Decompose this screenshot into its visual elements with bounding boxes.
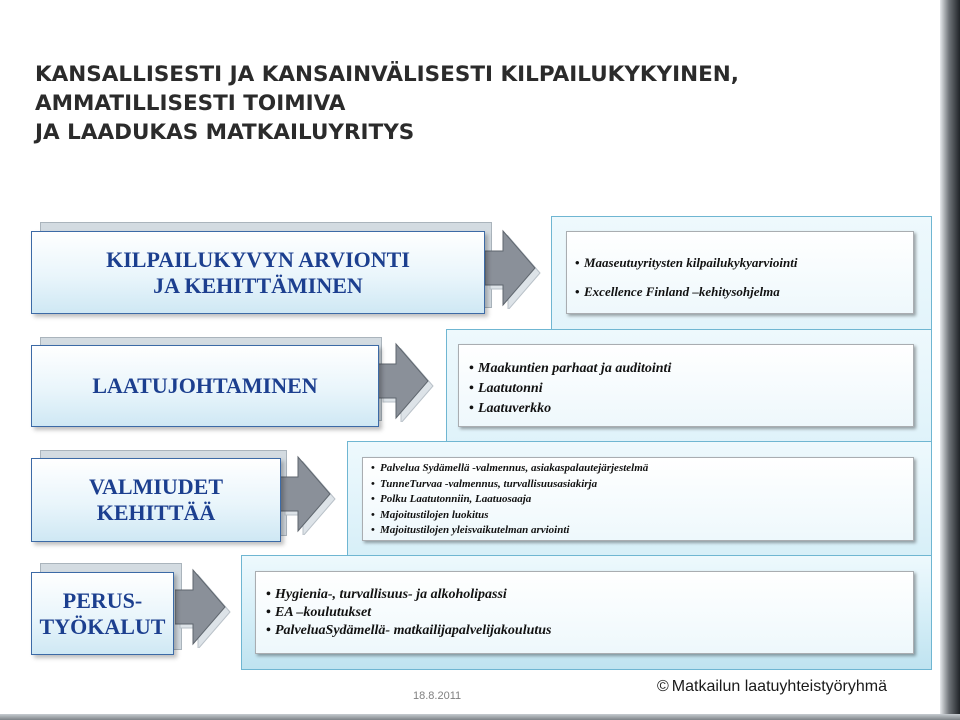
arrow-right-icon: [485, 229, 545, 309]
title-line-2: AMMATILLISESTI TOIMIVA: [35, 91, 346, 116]
list-item: • Laatutonni: [469, 379, 913, 399]
arrow-right-icon: [378, 342, 438, 422]
slide-right-edge: [940, 0, 960, 720]
list-item: • Maakuntien parhaat ja auditointi: [469, 359, 913, 379]
step-2-content: [458, 344, 914, 427]
list-item: • Maaseutuyritysten kilpailukykyarviointi: [575, 248, 913, 277]
list-item: • Majoitustilojen luokitus: [371, 508, 913, 524]
list-item: • Polku Laatutonniin, Laatuosaaja: [371, 492, 913, 508]
list-item: • Laatuverkko: [469, 399, 913, 419]
copyright-icon: ©: [657, 678, 669, 695]
step-1-content: [566, 231, 914, 314]
list-item: • TunneTurvaa -valmennus, turvallisuusasiakirja: [371, 477, 913, 493]
step-label-laatujohtaminen: [31, 345, 379, 427]
arrow-right-icon: [175, 568, 235, 648]
list-item: • Excellence Finland –kehitysohjelma: [575, 277, 913, 306]
step-4-content: [255, 571, 914, 654]
step-label-kilpailukyky: [31, 231, 485, 314]
footer-date: 18.8.2011: [413, 690, 462, 702]
step-label-text: LAATUJOHTAMINEN: [92, 373, 318, 398]
list-item: • PalveluaSydämellä- matkailijapalvelijakoulutus: [266, 622, 913, 640]
title-line-3: JA LAADUKAS MATKAILUYRITYS: [35, 120, 415, 145]
step-label-perustyokalut: [31, 572, 174, 655]
step-label-valmiudet: [31, 458, 281, 542]
list-item: • Palvelua Sydämellä -valmennus, asiakaspalautejärjestelmä: [371, 461, 913, 477]
list-item: • EA –koulutukset: [266, 604, 913, 622]
step-label-text: VALMIUDET KEHITTÄÄ: [88, 474, 224, 525]
title-line-1: KANSALLISESTI JA KANSAINVÄLISESTI KILPAILUKYKYINEN,: [35, 62, 739, 87]
list-item: • Majoitustilojen yleisvaikutelman arviointi: [371, 523, 913, 539]
arrow-right-icon: [280, 455, 340, 535]
list-item: • Hygienia-, turvallisuus- ja alkoholipassi: [266, 586, 913, 604]
step-label-text: PERUS- TYÖKALUT: [39, 587, 166, 639]
slide-bottom-edge: [0, 714, 960, 720]
slide-title: [35, 60, 935, 147]
step-3-content: [362, 457, 914, 541]
footer-copyright: [657, 678, 887, 696]
step-label-text: KILPAILUKYVYN ARVIONTI JA KEHITTÄMINEN: [106, 246, 410, 298]
footer-organization: Matkailun laatuyhteistyöryhmä: [671, 678, 888, 695]
